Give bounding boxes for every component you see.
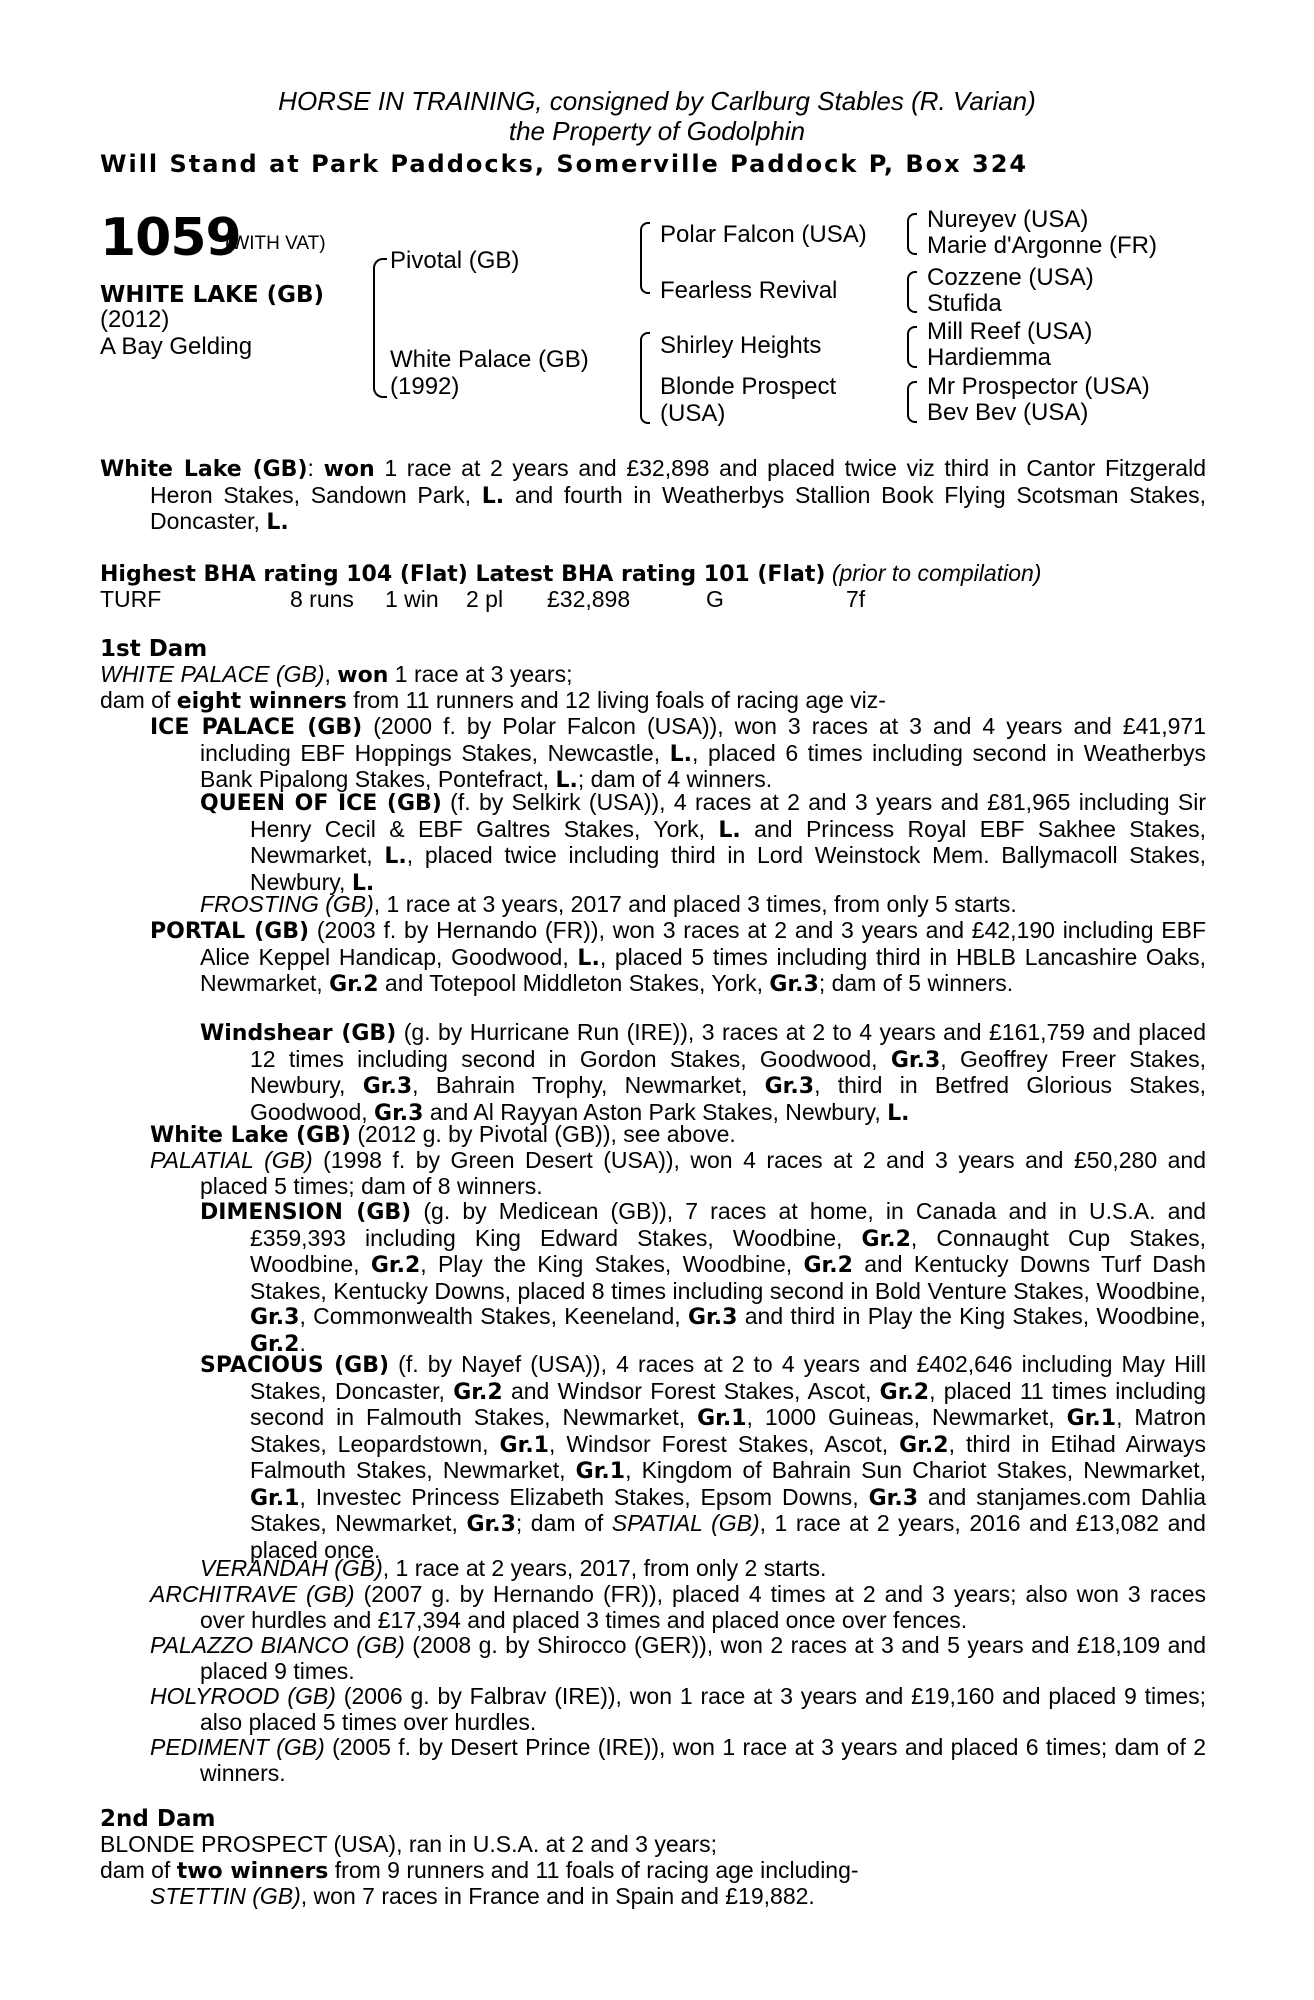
progeny-frosting	[200, 892, 1206, 918]
dimension-text4: and Kentucky Downs Turf Dash Stakes, Kentucky Downs, placed 8 times including second in Bold Venture Stakes, Woodbine,	[250, 1251, 1206, 1304]
spacious-g8: Gr.1	[250, 1485, 300, 1511]
ice-palace-text2: , placed 6 times including second in Weatherbys Bank Pipalong Stakes, Pontefract,	[200, 739, 1206, 792]
frosting-name: FROSTING (GB)	[200, 891, 374, 917]
pedigree-dsd: Hardiemma	[927, 344, 1052, 371]
spacious-text: (f. by Nayef (USA)), 4 races at 2 to 4 years and £402,646 including May Hill Stakes, Doncaster,	[250, 1351, 1207, 1404]
rating-line	[100, 560, 1041, 587]
spacious-text7: , third in Etihad Airways Falmouth Stakes, Newmarket,	[250, 1430, 1206, 1483]
second-dam-stettin	[150, 1884, 1206, 1910]
race-summary: White Lake (GB): won 1 race at 2 years and £32,898 and placed twice viz third in Cantor Fitzgerald Heron Stakes, Sandown Park, L. and fourth in Weatherbys Stallion Book Flying Scotsman Stakes, Doncaster, L.	[100, 455, 1206, 535]
spacious-text6: , Windsor Forest Stakes, Ascot,	[548, 1430, 900, 1457]
spacious-text12: , 1 race at 2 years, 2016 and £13,082 and placed once.	[250, 1510, 1206, 1563]
pedigree-sire-dam: Fearless Revival	[660, 277, 838, 304]
second-dam-heading: 2nd Dam	[100, 1806, 216, 1832]
pediment-name: PEDIMENT (GB)	[150, 1734, 325, 1760]
ice-palace-text: (2000 f. by Polar Falcon (USA)), won 3 races at 3 and 4 years and £41,971 including EBF Hoppings Stakes, Newcastle,	[200, 713, 1206, 766]
summary-won: won	[323, 457, 375, 482]
portal-l1: L.	[577, 945, 600, 971]
first-dam-name: WHITE PALACE (GB)	[100, 661, 325, 687]
windshear-g2: Gr.3	[362, 1074, 413, 1099]
dimension-text3: , Play the King Stakes, Woodbine,	[420, 1251, 804, 1277]
spacious-text4: , 1000 Guineas, Newmarket,	[746, 1404, 1067, 1430]
summary-listed-1: L.	[481, 483, 505, 509]
first-dam-heading: 1st Dam	[100, 636, 208, 662]
spacious-name: SPACIOUS (GB)	[200, 1353, 390, 1378]
pedigree-dds: Mr Prospector (USA)	[927, 373, 1150, 400]
palazzo-name: PALAZZO BIANCO (GB)	[150, 1632, 405, 1658]
pedigree-brace-sire	[640, 222, 650, 294]
header-line-property: the Property of Godolphin	[508, 116, 806, 146]
spacious-g5: Gr.1	[499, 1432, 549, 1458]
spacious-text8: , Kingdom of Bahrain Sun Chariot Stakes, Newmarket,	[625, 1457, 1206, 1483]
spacious-text11: ; dam of	[515, 1510, 612, 1536]
portal-text4: ; dam of 5 winners.	[818, 970, 1014, 996]
portal-text2: , placed 5 times including third in HBLB Lancashire Oaks, Newmarket,	[200, 943, 1206, 996]
pedigree-sire-sire: Polar Falcon (USA)	[660, 221, 867, 248]
pedigree-sds: Cozzene (USA)	[927, 264, 1094, 291]
rating-earnings: £32,898	[547, 586, 631, 612]
spacious-text10: and stanjames.com Dahlia Stakes, Newmarket,	[250, 1483, 1206, 1536]
progeny-architrave	[150, 1582, 1206, 1633]
windshear-text5: and Al Rayyan Aston Park Stakes, Newbury,	[423, 1098, 888, 1125]
ice-palace-l2: L.	[555, 768, 578, 793]
spacious-g6: Gr.2	[899, 1432, 949, 1458]
progeny-verandah	[200, 1556, 1206, 1582]
windshear-l1: L.	[887, 1100, 910, 1126]
queen-of-ice-text2: and Princess Royal EBF Sakhee Stakes, Newmarket,	[250, 815, 1206, 868]
queen-of-ice-text: (f. by Selkirk (USA)), 4 races at 2 and 3 years and £81,965 including Sir Henry Cecil & EBF Galtres Stakes, York,	[250, 789, 1206, 842]
dimension-g6: Gr.2	[250, 1331, 300, 1357]
progeny-dimension	[200, 1199, 1206, 1357]
portal-name: PORTAL (GB)	[150, 919, 310, 944]
rating-distance: 7f	[846, 586, 866, 612]
pedigree-ssd: Marie d'Argonne (FR)	[927, 232, 1157, 259]
progeny-palazzo-bianco	[150, 1633, 1206, 1684]
rating-placed: 2 pl	[466, 586, 504, 612]
spacious-g9: Gr.3	[868, 1485, 919, 1511]
pedigree-brace-ds	[907, 326, 917, 368]
queen-of-ice-name: QUEEN OF ICE (GB)	[200, 791, 442, 816]
first-dam-text-3: from 11 runners and 12 living foals of racing age viz-	[346, 687, 886, 713]
spacious-g1: Gr.2	[453, 1379, 503, 1405]
progeny-spacious	[200, 1352, 1206, 1563]
windshear-text2: , Geoffrey Freer Stakes, Newbury,	[250, 1045, 1206, 1098]
spacious-text2: and Windsor Forest Stakes, Ascot,	[502, 1377, 880, 1404]
white-lake-text: (2012 g. by Pivotal (GB)), see above.	[351, 1121, 736, 1147]
first-dam-text-2: dam of	[100, 687, 177, 713]
first-dam-won: won	[337, 663, 389, 688]
windshear-text: (g. by Hurricane Run (IRE)), 3 races at 2 to 4 years and £161,759 and placed 12 times including second in Gordon Stakes, Goodwood,	[250, 1019, 1206, 1072]
holyrood-name: HOLYROOD (GB)	[150, 1683, 336, 1709]
queen-of-ice-l3: L.	[351, 870, 375, 896]
progeny-pediment	[150, 1735, 1206, 1786]
dimension-text5: , Commonwealth Stakes, Keeneland,	[299, 1303, 688, 1329]
lot-vat: (WITH VAT)	[225, 233, 326, 254]
rating-bold: Highest BHA rating 104 (Flat) Latest BHA rating 101 (Flat)	[100, 562, 826, 587]
pedigree-sdd: Stufida	[927, 290, 1002, 317]
first-dam-eight-winners: eight winners	[176, 689, 347, 714]
pedigree-brace-sd	[907, 271, 917, 313]
pedigree-sss: Nureyev (USA)	[927, 206, 1089, 233]
pedigree-brace-ss	[907, 213, 917, 255]
first-dam-text-1: 1 race at 3 years;	[388, 661, 573, 687]
dimension-g5: Gr.3	[687, 1305, 738, 1330]
dimension-text2: , Connaught Cup Stakes, Woodbine,	[250, 1224, 1206, 1277]
palatial-text: (1998 f. by Green Desert (USA)), won 4 races at 2 and 3 years and £50,280 and placed 5 times; dam of 8 winners.	[200, 1147, 1206, 1199]
pedigree-brace-dam	[640, 332, 650, 424]
queen-of-ice-text3: , placed twice including third in Lord Weinstock Mem. Ballymacoll Stakes, Newbury,	[250, 842, 1206, 895]
portal-text3: and Totepool Middleton Stakes, York,	[378, 970, 770, 996]
pedigree-ddd: Bev Bev (USA)	[927, 399, 1089, 426]
pedigree-dam-year: (1992)	[390, 373, 460, 400]
queen-of-ice-l2: L.	[384, 844, 407, 869]
summary-text-1: 1 race at 2 years and £32,898 and placed twice viz third in Cantor Fitzgerald Heron Stakes, Sandown Park,	[150, 455, 1206, 508]
rating-runs: 8 runs	[290, 586, 354, 612]
white-lake-name: White Lake (GB)	[150, 1123, 351, 1148]
verandah-text: , 1 race at 2 years, 2017, from only 2 starts.	[382, 1555, 827, 1581]
dimension-text: (g. by Medicean (GB)), 7 races at home, in Canada and in U.S.A. and £359,393 including King Edward Stakes, Woodbine,	[250, 1198, 1206, 1251]
header-line-location: Will Stand at Park Paddocks, Somerville Paddock P, Box 324	[100, 150, 1029, 178]
spacious-g7: Gr.1	[575, 1459, 626, 1484]
progeny-palatial	[150, 1148, 1206, 1199]
second-dam-two-winners: two winners	[176, 1859, 329, 1884]
windshear-name: Windshear (GB)	[200, 1021, 397, 1046]
ice-palace-name: ICE PALACE (GB)	[150, 715, 363, 740]
dimension-g1: Gr.2	[861, 1226, 911, 1252]
windshear-g1: Gr.3	[890, 1047, 941, 1073]
spacious-spatial: SPATIAL (GB)	[611, 1510, 760, 1536]
dimension-g4: Gr.3	[250, 1305, 300, 1330]
windshear-g3: Gr.3	[764, 1074, 815, 1099]
rating-going: G	[706, 586, 724, 612]
spacious-g2: Gr.2	[879, 1379, 930, 1405]
frosting-text: , 1 race at 3 years, 2017 and placed 3 times, from only 5 starts.	[373, 891, 1017, 917]
dimension-text7: .	[299, 1329, 306, 1356]
dimension-text6: and third in Play the King Stakes, Woodbine,	[737, 1303, 1206, 1329]
second-dam-line-1: BLONDE PROSPECT (USA), ran in U.S.A. at 2 and 3 years;	[100, 1831, 717, 1857]
ice-palace-l1: L.	[669, 741, 693, 767]
progeny-white-lake	[150, 1122, 1206, 1149]
windshear-text4: , third in Betfred Glorious Stakes, Goodwood,	[250, 1072, 1206, 1125]
summary-horse-name: White Lake (GB)	[100, 457, 308, 482]
spacious-text5: , Matron Stakes, Leopardstown,	[250, 1404, 1206, 1457]
portal-g2: Gr.3	[769, 972, 819, 997]
architrave-name: ARCHITRAVE (GB)	[150, 1581, 355, 1607]
dimension-g2: Gr.2	[370, 1253, 421, 1278]
architrave-text: (2007 g. by Hernando (FR)), placed 4 times at 2 and 3 years; also won 3 races over hurdles and £17,394 and placed 3 times and placed once over fences.	[200, 1581, 1206, 1633]
horse-description: A Bay Gelding	[100, 333, 253, 360]
spacious-g4: Gr.1	[1066, 1406, 1117, 1431]
pedigree-brace-dd	[907, 381, 917, 423]
horse-name: WHITE LAKE (GB)	[100, 282, 325, 308]
pedigree-dam-dam-country: (USA)	[660, 400, 726, 427]
palazzo-text: (2008 g. by Shirocco (GER)), won 2 races at 3 and 5 years and £18,109 and placed 9 times.	[200, 1632, 1206, 1684]
pedigree-brace-main	[373, 258, 387, 398]
progeny-queen-of-ice	[200, 790, 1206, 896]
palatial-name: PALATIAL (GB)	[150, 1147, 313, 1173]
rating-surface: TURF	[100, 586, 162, 612]
stettin-text: , won 7 races in France and in Spain and £19,882.	[300, 1883, 815, 1909]
stettin-name: STETTIN (GB)	[150, 1883, 301, 1909]
pedigree-dam: White Palace (GB)	[390, 346, 589, 373]
windshear-g4: Gr.3	[374, 1100, 424, 1126]
rating-wins: 1 win	[385, 586, 439, 612]
horse-year: (2012)	[100, 306, 170, 333]
holyrood-text: (2006 g. by Falbrav (IRE)), won 1 race at 3 years and £19,160 and placed 9 times; also placed 5 times over hurdles.	[200, 1683, 1206, 1735]
second-dam-text-2: dam of	[100, 1857, 177, 1883]
spacious-text9: , Investec Princess Elizabeth Stakes, Epsom Downs,	[299, 1483, 869, 1510]
portal-text: (2003 f. by Hernando (FR)), won 3 races at 2 and 3 years and £42,190 including EBF Alice Keppel Handicap, Goodwood,	[200, 917, 1206, 970]
progeny-holyrood	[150, 1684, 1206, 1735]
queen-of-ice-l1: L.	[718, 817, 741, 843]
progeny-portal	[150, 918, 1206, 998]
summary-listed-2: L.	[266, 510, 289, 535]
second-dam-text-3: from 9 runners and 11 foals of racing age including-	[328, 1857, 859, 1883]
progeny-ice-palace	[150, 714, 1206, 794]
portal-g1: Gr.2	[329, 972, 379, 997]
dimension-g3: Gr.2	[803, 1253, 853, 1278]
rating-note: (prior to compilation)	[831, 560, 1042, 586]
first-dam-line-1: WHITE PALACE (GB), won 1 race at 3 years;	[100, 661, 573, 688]
pediment-text: (2005 f. by Desert Prince (IRE)), won 1 race at 3 years and placed 6 times; dam of 2 winners.	[200, 1734, 1206, 1786]
pedigree-dss: Mill Reef (USA)	[927, 318, 1093, 345]
verandah-name: VERANDAH (GB)	[200, 1555, 383, 1581]
dimension-name: DIMENSION (GB)	[200, 1200, 412, 1225]
header-line-consignor: HORSE IN TRAINING, consigned by Carlburg Stables (R. Varian)	[278, 86, 1036, 116]
spacious-g3: Gr.1	[697, 1406, 747, 1431]
progeny-windshear	[200, 1020, 1206, 1126]
windshear-text3: , Bahrain Trophy, Newmarket,	[412, 1072, 765, 1098]
pedigree-dam-sire: Shirley Heights	[660, 332, 822, 359]
ice-palace-text3: ; dam of 4 winners.	[577, 766, 773, 792]
spacious-g10: Gr.3	[466, 1512, 516, 1537]
lot-number: 1059	[100, 208, 241, 268]
second-dam-line-2	[100, 1858, 1206, 1885]
summary-text-2: and fourth in Weatherbys Stallion Book Flying Scotsman Stakes, Doncaster,	[150, 481, 1206, 534]
pedigree-dam-dam: Blonde Prospect	[660, 373, 837, 400]
pedigree-sire: Pivotal (GB)	[390, 247, 520, 274]
first-dam-line-2	[100, 688, 1206, 715]
spacious-text3: , placed 11 times including second in Falmouth Stakes, Newmarket,	[250, 1377, 1206, 1430]
